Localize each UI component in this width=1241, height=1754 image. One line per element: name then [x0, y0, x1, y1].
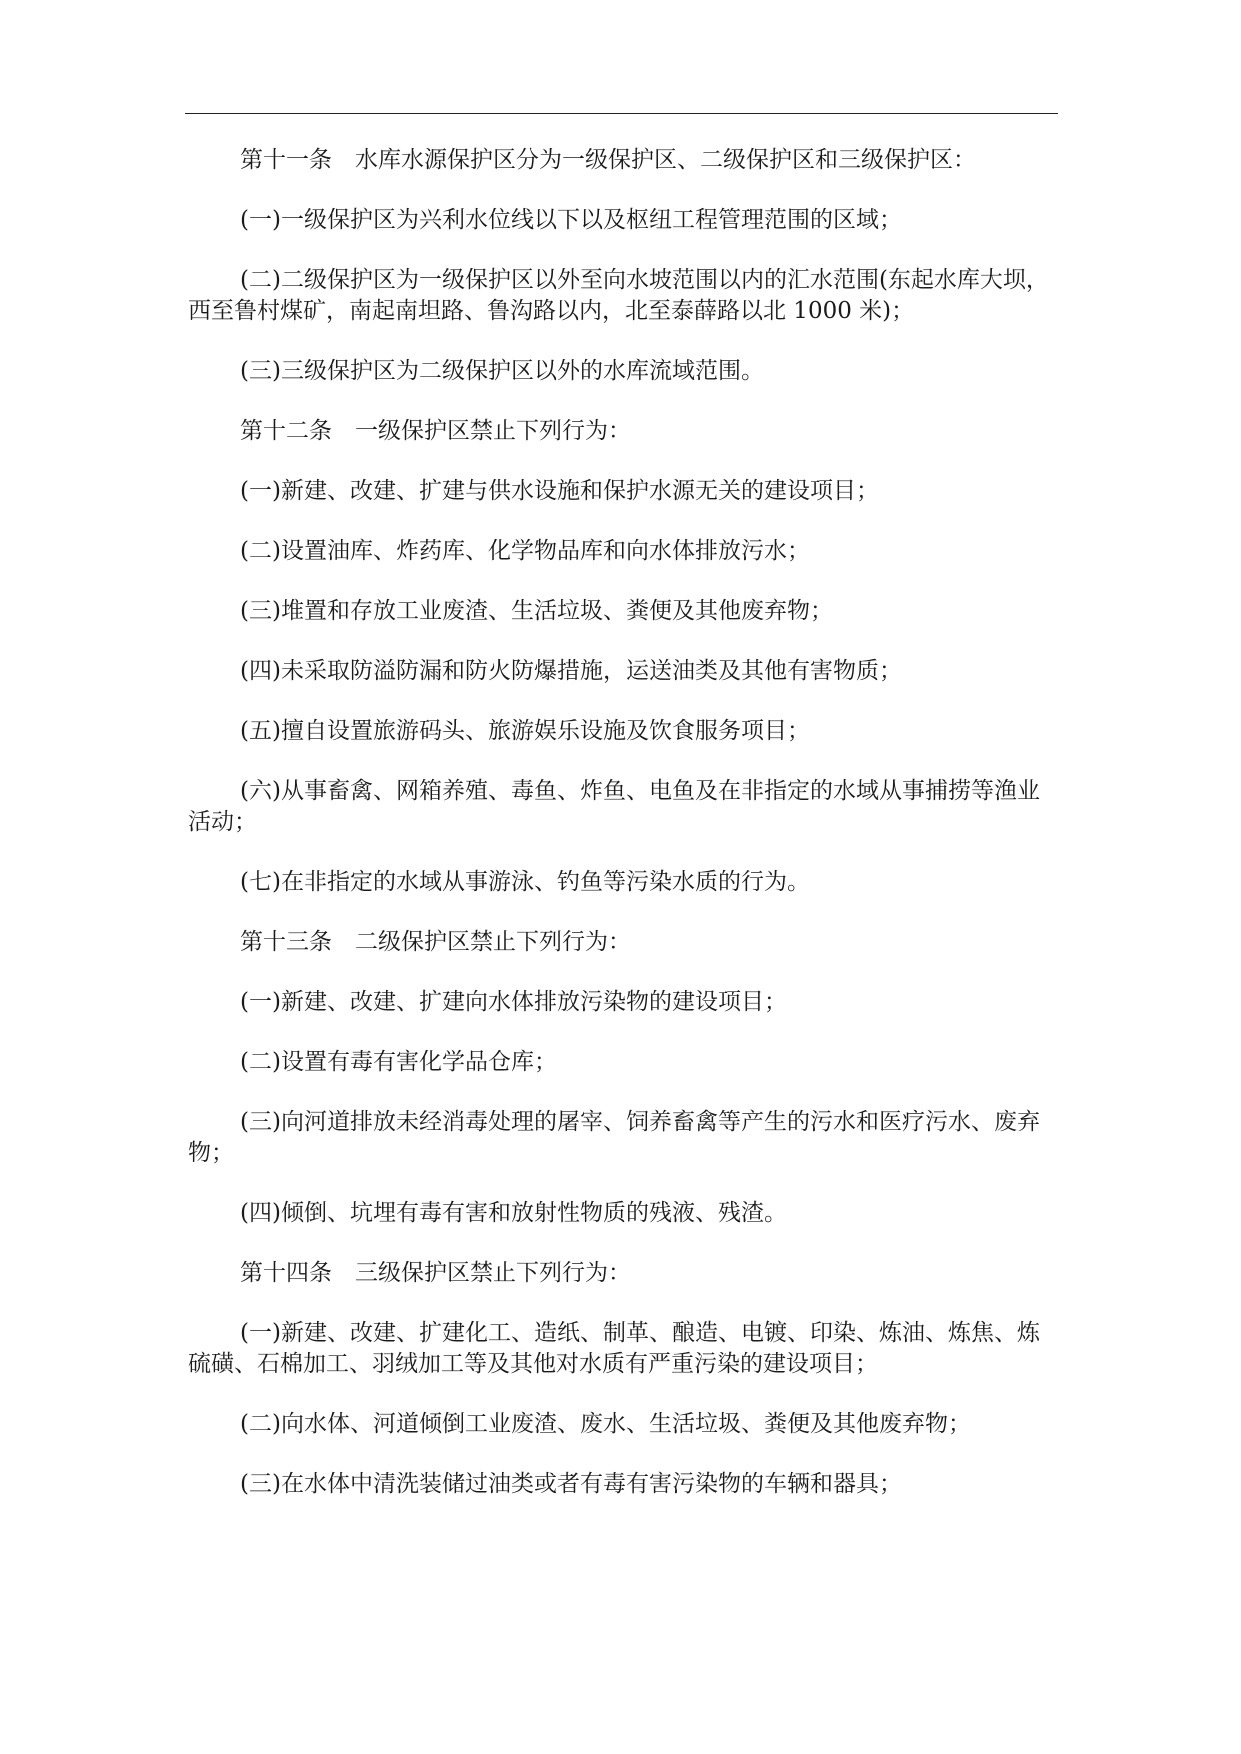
article-12-item-6: (六)从事畜禽、网箱养殖、毒鱼、炸鱼、电鱼及在非指定的水域从事捕捞等渔业活动； [188, 778, 1040, 835]
article-11-item-3: (三)三级保护区为二级保护区以外的水库流域范围。 [240, 358, 764, 384]
document-body [188, 145, 1056, 1529]
article-14-heading: 第十四条 三级保护区禁止下列行为： [240, 1260, 631, 1286]
article-13-item-1: (一)新建、改建、扩建向水体排放污染物的建设项目； [240, 989, 787, 1015]
article-12-item-7: (七)在非指定的水域从事游泳、钓鱼等污染水质的行为。 [240, 869, 810, 895]
article-13-heading: 第十三条 二级保护区禁止下列行为： [240, 929, 631, 955]
article-13-item-4: (四)倾倒、坑埋有毒有害和放射性物质的残液、残渣。 [240, 1200, 787, 1226]
article-12-item-2: (二)设置油库、炸药库、化学物品库和向水体排放污水； [240, 538, 810, 564]
article-12-heading: 第十二条 一级保护区禁止下列行为： [240, 418, 631, 444]
article-14-item-2: (二)向水体、河道倾倒工业废渣、废水、生活垃圾、粪便及其他废弃物； [240, 1411, 971, 1437]
article-11-item-1: (一)一级保护区为兴利水位线以下以及枢纽工程管理范围的区域； [240, 207, 902, 233]
article-12-item-4: (四)未采取防溢防漏和防火防爆措施，运送油类及其他有害物质； [240, 658, 902, 684]
article-12-item-3: (三)堆置和存放工业废渣、生活垃圾、粪便及其他废弃物； [240, 598, 833, 624]
header-rule [185, 113, 1058, 114]
article-14-item-1: (一)新建、改建、扩建化工、造纸、制革、酿造、电镀、印染、炼油、炼焦、炼硫磺、石棉加工、羽绒加工等及其他对水质有严重污染的建设项目； [188, 1320, 1040, 1377]
article-11-heading: 第十一条 水库水源保护区分为一级保护区、二级保护区和三级保护区： [240, 147, 976, 173]
article-14-item-3: (三)在水体中清洗装储过油类或者有毒有害污染物的车辆和器具； [240, 1471, 902, 1497]
article-13-item-3: (三)向河道排放未经消毒处理的屠宰、饲养畜禽等产生的污水和医疗污水、废弃物； [188, 1109, 1040, 1166]
article-12-item-1: (一)新建、改建、扩建与供水设施和保护水源无关的建设项目； [240, 478, 879, 504]
article-12-item-5: (五)擅自设置旅游码头、旅游娱乐设施及饮食服务项目； [240, 718, 810, 744]
article-11-item-2: (二)二级保护区为一级保护区以外至向水坡范围以内的汇水范围(东起水库大坝，西至鲁村煤矿，南起南坦路、鲁沟路以内，北至泰薛路以北 1000 米)； [188, 267, 1049, 324]
article-13-item-2: (二)设置有毒有害化学品仓库； [240, 1049, 557, 1075]
